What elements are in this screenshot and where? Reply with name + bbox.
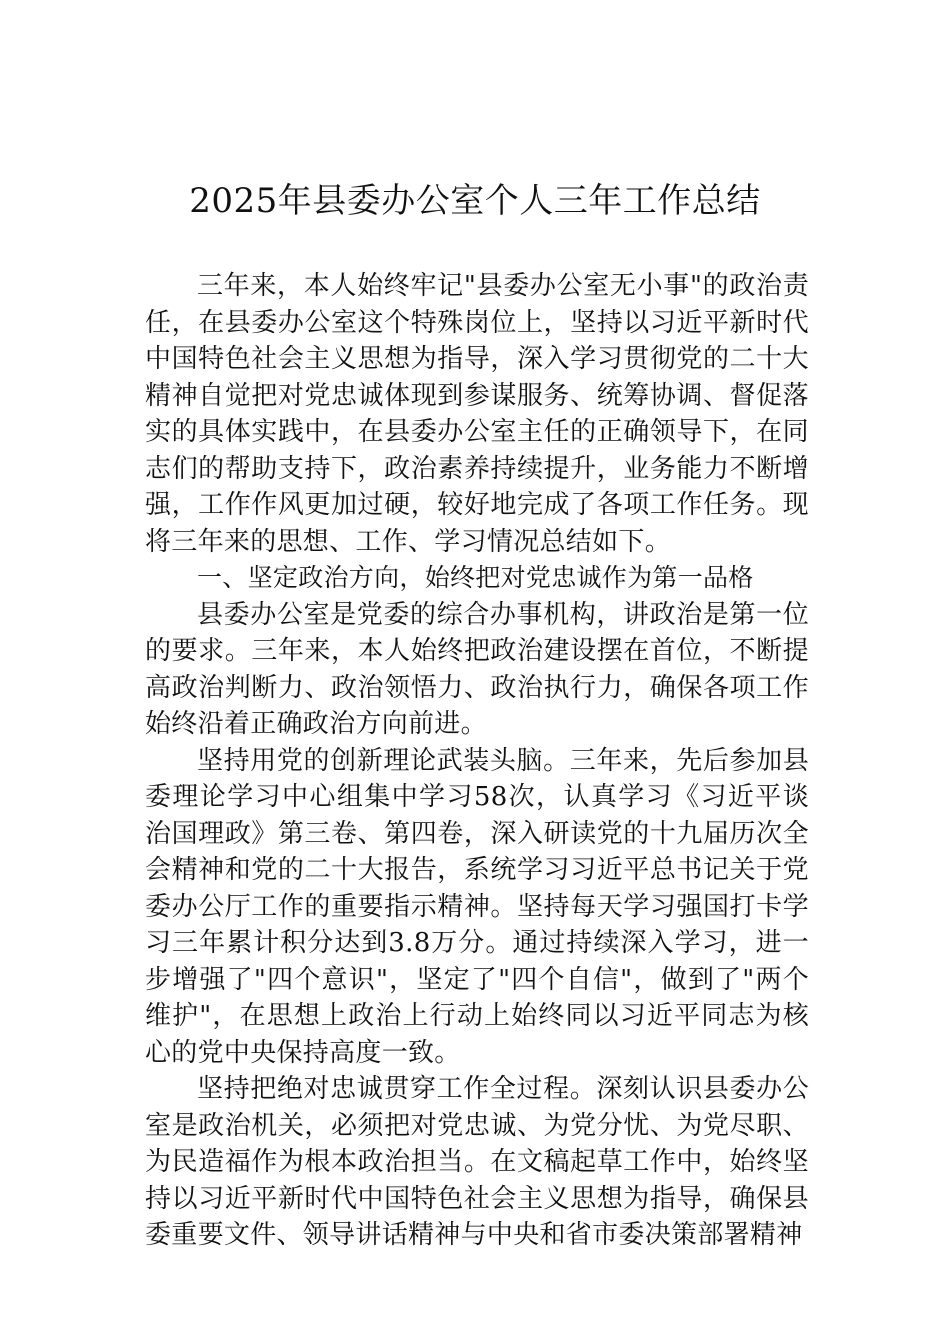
section-heading-1: 一、坚定政治方向，始终把对党忠诚作为第一品格 xyxy=(197,563,754,592)
body-paragraph: 坚持把绝对忠诚贯穿工作全过程。深刻认识县委办公室是政治机关，必须把对党忠诚、为党分忧、为党尽职、为民造福作为根本政治担当。在文稿起草工作中，始终坚持以习近平新时代中国特色社会主义思想为指导，确保县委重要文件、领导讲话精神与中央和省市委决策部署精神 xyxy=(145,1074,809,1250)
document-body xyxy=(145,268,809,1254)
intro-paragraph: 三年来，本人始终牢记"县委办公室无小事"的政治责任，在县委办公室这个特殊岗位上，坚持以习近平新时代中国特色社会主义思想为指导，深入学习贯彻党的二十大精神自觉把对党忠诚体现到参谋服务、统筹协调、督促落实的具体实践中，在县委办公室主任的正确领导下，在同志们的帮助支持下，政治素养持续提升，业务能力不断增强，工作作风更加过硬，较好地完成了各项工作任务。现将三年来的思想、工作、学习情况总结如下。 xyxy=(145,271,809,557)
document-title: 2025年县委办公室个人三年工作总结 xyxy=(189,181,761,221)
body-paragraph: 县委办公室是党委的综合办事机构，讲政治是第一位的要求。三年来，本人始终把政治建设摆在首位，不断提高政治判断力、政治领悟力、政治执行力，确保各项工作始终沿着正确政治方向前进。 xyxy=(145,599,809,739)
body-paragraph: 坚持用党的创新理论武装头脑。三年来，先后参加县委理论学习中心组集中学习58次，认真学习《习近平谈治国理政》第三卷、第四卷，深入研读党的十九届历次全会精神和党的二十大报告，系统学习习近平总书记关于党委办公厅工作的重要指示精神。坚持每天学习强国打卡学习三年累计积分达到3.8万分。通过持续深入学习，进一步增强了"四个意识"，坚定了"四个自信"，做到了"两个维护"，在思想上政治上行动上始终同以习近平同志为核心的党中央保持高度一致。 xyxy=(145,745,809,1068)
